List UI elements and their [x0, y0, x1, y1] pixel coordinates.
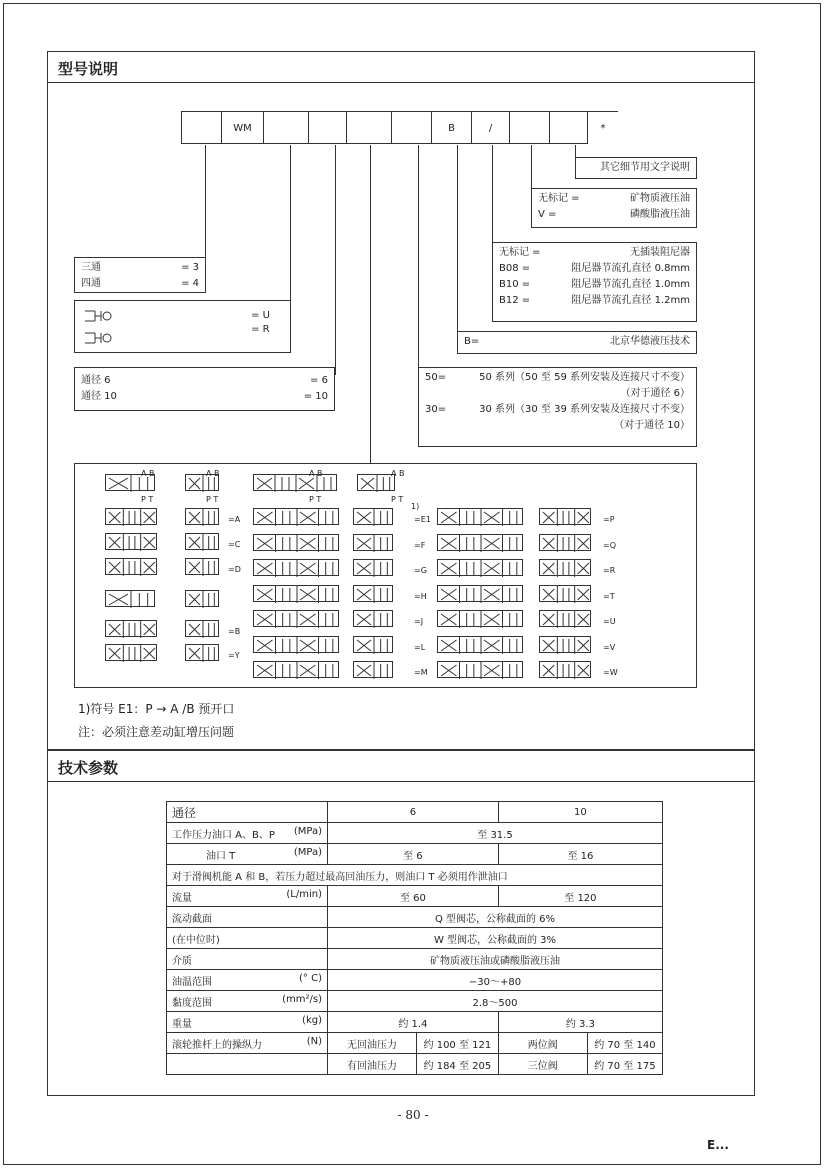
spool-symbol: [105, 508, 157, 525]
maker-value: 北京华德液压技术: [610, 336, 690, 347]
model-section-title: 型号说明: [47, 51, 755, 83]
oil-box: [531, 188, 697, 228]
spool-symbol: [253, 585, 339, 602]
damper-key: B12 =: [499, 295, 531, 306]
spec-unit: (L/min): [286, 888, 322, 900]
table-row: [167, 1033, 663, 1054]
size-value: = 6: [310, 375, 328, 386]
warning-note: 注：必须注意差动缸增压问题: [78, 725, 235, 739]
spool-symbol: [253, 534, 339, 551]
spool-symbol: [539, 661, 591, 678]
spec-label: 介质: [167, 949, 328, 970]
spool-symbol: [437, 636, 523, 653]
spool-code-label: =T: [603, 591, 615, 601]
model-code-cell: [308, 111, 347, 144]
table-row: [167, 928, 663, 949]
spool-symbol: [353, 610, 393, 627]
maker-box: [457, 331, 697, 354]
spec-value: Q 型阀芯，公称截面的 6%: [328, 907, 663, 928]
valve-envelope-symbol: [185, 590, 219, 607]
spool-symbol: [437, 585, 523, 602]
spec-value: 约 70 至 140: [587, 1033, 662, 1054]
actuator-value: = U: [251, 310, 270, 321]
damper-key: B08 =: [499, 263, 531, 274]
spool-symbol: [185, 558, 219, 575]
spec-label: 工作压力油口 A、B、P: [172, 829, 275, 841]
ways-value: = 4: [181, 278, 199, 289]
table-row: [167, 970, 663, 991]
spool-symbol: [437, 559, 523, 576]
spool-code-label: =B: [228, 627, 241, 636]
spool-symbol: [105, 533, 157, 550]
oil-key: V =: [538, 209, 557, 220]
table-row: [167, 1054, 663, 1075]
spec-label: (在中位时): [167, 928, 328, 949]
spool-symbol: [105, 644, 157, 661]
spool-symbol: [539, 610, 591, 627]
series-key: 50=: [425, 372, 447, 383]
spool-code-label: =E1: [414, 515, 431, 524]
spec-label: 滚轮推杆上的操纵力: [172, 1039, 262, 1051]
spool-symbol: [539, 534, 591, 551]
port-labels-bottom: P T: [206, 495, 219, 504]
spool-symbol: [353, 585, 393, 602]
series-value: 50 系列（50 至 59 系列安装及连接尺寸不变）: [479, 372, 690, 383]
table-row: [167, 844, 663, 865]
ways-key: 三通: [81, 262, 101, 273]
spool-code-label: =D: [228, 565, 241, 574]
spec-header-label: 通径: [167, 802, 328, 823]
roller-actuator-icon: [83, 307, 123, 347]
actuator-box: [74, 300, 291, 353]
table-row: [167, 886, 663, 907]
spool-symbol: [353, 508, 393, 525]
spec-unit: (N): [306, 1035, 322, 1047]
damper-value: 阻尼器节流孔直径 1.2mm: [571, 295, 690, 306]
spool-code-label: =U: [603, 617, 616, 626]
e1-footnote: 1)符号 E1：P → A /B 预开口: [78, 702, 235, 716]
other-details-box: [575, 157, 697, 179]
spec-value: 约 100 至 121: [417, 1033, 499, 1054]
page-number: - 80 -: [397, 1108, 429, 1122]
spool-code-label: =V: [603, 642, 616, 652]
valve-envelope-symbol: [253, 474, 337, 491]
table-row: [167, 823, 663, 844]
spec-note: 对于滑阀机能 A 和 B，若压力超过最高回油压力，则油口 T 必须用作泄油口: [167, 865, 663, 886]
damper-value: 无插装阻尼器: [630, 247, 690, 258]
model-code-cell: [346, 111, 392, 144]
spec-value: 约 3.3: [498, 1012, 662, 1033]
corner-mark: E...: [707, 1138, 729, 1152]
spool-code-label: =Q: [603, 540, 616, 550]
model-code-cell: [263, 111, 309, 144]
spec-label: 重量: [172, 1018, 192, 1030]
spool-symbol: [437, 661, 523, 678]
spec-header-6: 6: [328, 802, 499, 823]
table-row: [167, 907, 663, 928]
other-details-text: 其它细节用文字说明: [600, 162, 690, 173]
spool-symbol: [253, 661, 339, 678]
size-key: 通径 6: [81, 375, 111, 386]
spec-value: 2.8～500: [328, 991, 663, 1012]
spec-value: 约 184 至 205: [417, 1054, 499, 1075]
spool-code-label: =G: [414, 566, 427, 575]
spec-value: 至 16: [498, 844, 662, 865]
port-labels-bottom: P T: [309, 495, 322, 504]
table-row: [167, 802, 663, 823]
spool-code-label: =F: [414, 540, 426, 550]
spool-code-label: =M: [414, 668, 428, 677]
damper-value: 阻尼器节流孔直径 1.0mm: [571, 279, 690, 290]
spec-unit: (° C): [299, 972, 322, 984]
damper-value: 阻尼器节流孔直径 0.8mm: [571, 263, 690, 274]
spool-symbols-panel: [74, 463, 697, 688]
spool-code-label: =Y: [228, 651, 240, 660]
series-value: （对于通径 10）: [614, 420, 690, 431]
spec-value: 无回油压力: [328, 1033, 417, 1054]
table-row: [167, 949, 663, 970]
spool-symbol: [253, 508, 339, 525]
series-value: 30 系列（30 至 39 系列安装及连接尺寸不变）: [479, 404, 690, 415]
table-row: [167, 865, 663, 886]
spec-value: 有回油压力: [328, 1054, 417, 1075]
port-labels-top: A B: [206, 469, 220, 478]
ways-value: = 3: [181, 262, 199, 273]
spool-code-label: =A: [228, 515, 241, 524]
spool-code-label: =R: [603, 566, 616, 575]
model-code-cell: [509, 111, 550, 144]
spool-symbol: [353, 636, 393, 653]
spool-symbol: [185, 620, 219, 637]
spool-code-label: =H: [414, 591, 427, 601]
damper-box: [492, 242, 697, 322]
spool-code-label: =W: [603, 668, 618, 677]
ways-key: 四通: [81, 278, 101, 289]
ways-box: [74, 257, 206, 293]
spec-unit: (MPa): [293, 846, 322, 858]
spool-symbol: [437, 534, 523, 551]
spec-table: [166, 801, 663, 1075]
model-code-cell: *: [587, 111, 618, 144]
series-value: （对于通径 6）: [620, 388, 690, 399]
size-value: = 10: [303, 391, 328, 402]
oil-value: 磷酸脂液压油: [630, 209, 690, 220]
spec-unit: (kg): [302, 1014, 322, 1026]
model-code-cell: [181, 111, 222, 144]
spec-label: 流量: [172, 892, 192, 904]
port-labels-top: A B: [309, 469, 323, 478]
port-labels-bottom: P T: [391, 495, 404, 504]
maker-key: B=: [464, 336, 480, 347]
spec-value: 至 120: [498, 886, 662, 907]
spool-symbol: [253, 636, 339, 653]
spool-symbol: [539, 636, 591, 653]
size-box: [74, 367, 335, 411]
spool-symbol: [253, 559, 339, 576]
spool-code-label: =J: [414, 617, 424, 626]
spool-symbol: [105, 620, 157, 637]
spool-code-label: =P: [603, 515, 615, 524]
table-row: [167, 991, 663, 1012]
spec-header-10: 10: [498, 802, 662, 823]
spool-symbol: [437, 508, 523, 525]
damper-key: B10 =: [499, 279, 531, 290]
spool-symbol: [539, 559, 591, 576]
valve-envelope-symbol: [105, 590, 155, 607]
spool-symbol: [539, 585, 591, 602]
spec-label: 流动截面: [167, 907, 328, 928]
damper-key: 无标记 =: [499, 247, 541, 258]
spool-symbol: [539, 508, 591, 525]
series-box: [418, 367, 697, 447]
spec-value: 两位阀: [498, 1033, 587, 1054]
spec-value: 三位阀: [498, 1054, 587, 1075]
model-code-cell: [391, 111, 432, 144]
spec-value: 矿物质液压油或磷酸脂液压油: [328, 949, 663, 970]
port-labels-top: A B: [391, 469, 405, 478]
series-key: 30=: [425, 404, 447, 415]
model-code-cell: /: [471, 111, 510, 144]
spec-label: 油温范围: [172, 976, 212, 988]
spec-value: 约 70 至 175: [587, 1054, 662, 1075]
spool-symbol: [253, 610, 339, 627]
port-labels-bottom: P T: [141, 495, 154, 504]
actuator-value: = R: [251, 324, 270, 335]
spool-code-label: =L: [414, 642, 426, 652]
spec-unit: (MPa): [293, 825, 322, 837]
spec-value: 至 60: [328, 886, 499, 907]
spec-value: W 型阀芯，公称截面的 3%: [328, 928, 663, 949]
table-row: [167, 1012, 663, 1033]
valve-envelope-symbol: [357, 474, 395, 491]
spool-symbol: [353, 661, 393, 678]
spool-symbol: [185, 508, 219, 525]
spec-label: 黏度范围: [172, 997, 212, 1009]
port-labels-top: A B: [141, 469, 155, 478]
spec-unit: (mm²/s): [282, 993, 322, 1005]
model-code-cell: [549, 111, 588, 144]
spool-symbol: [353, 534, 393, 551]
spec-value: 至 6: [328, 844, 499, 865]
spool-symbol: [105, 558, 157, 575]
spec-value: −30～+80: [328, 970, 663, 991]
oil-value: 矿物质液压油: [630, 193, 690, 204]
size-key: 通径 10: [81, 391, 117, 402]
spool-symbol: [353, 559, 393, 576]
tech-section-title: 技术参数: [47, 750, 755, 782]
oil-key: 无标记 =: [538, 193, 580, 204]
spec-value: 至 31.5: [328, 823, 663, 844]
spec-value: 约 1.4: [328, 1012, 499, 1033]
spec-label: 油口 T: [206, 850, 236, 862]
e1-footnote-mark: 1): [411, 502, 420, 511]
spool-symbol: [185, 533, 219, 550]
model-code-cell: WM: [221, 111, 264, 144]
model-code-cell: B: [431, 111, 472, 144]
spool-symbol: [437, 610, 523, 627]
spool-symbol: [185, 644, 219, 661]
spool-code-label: =C: [228, 540, 241, 549]
